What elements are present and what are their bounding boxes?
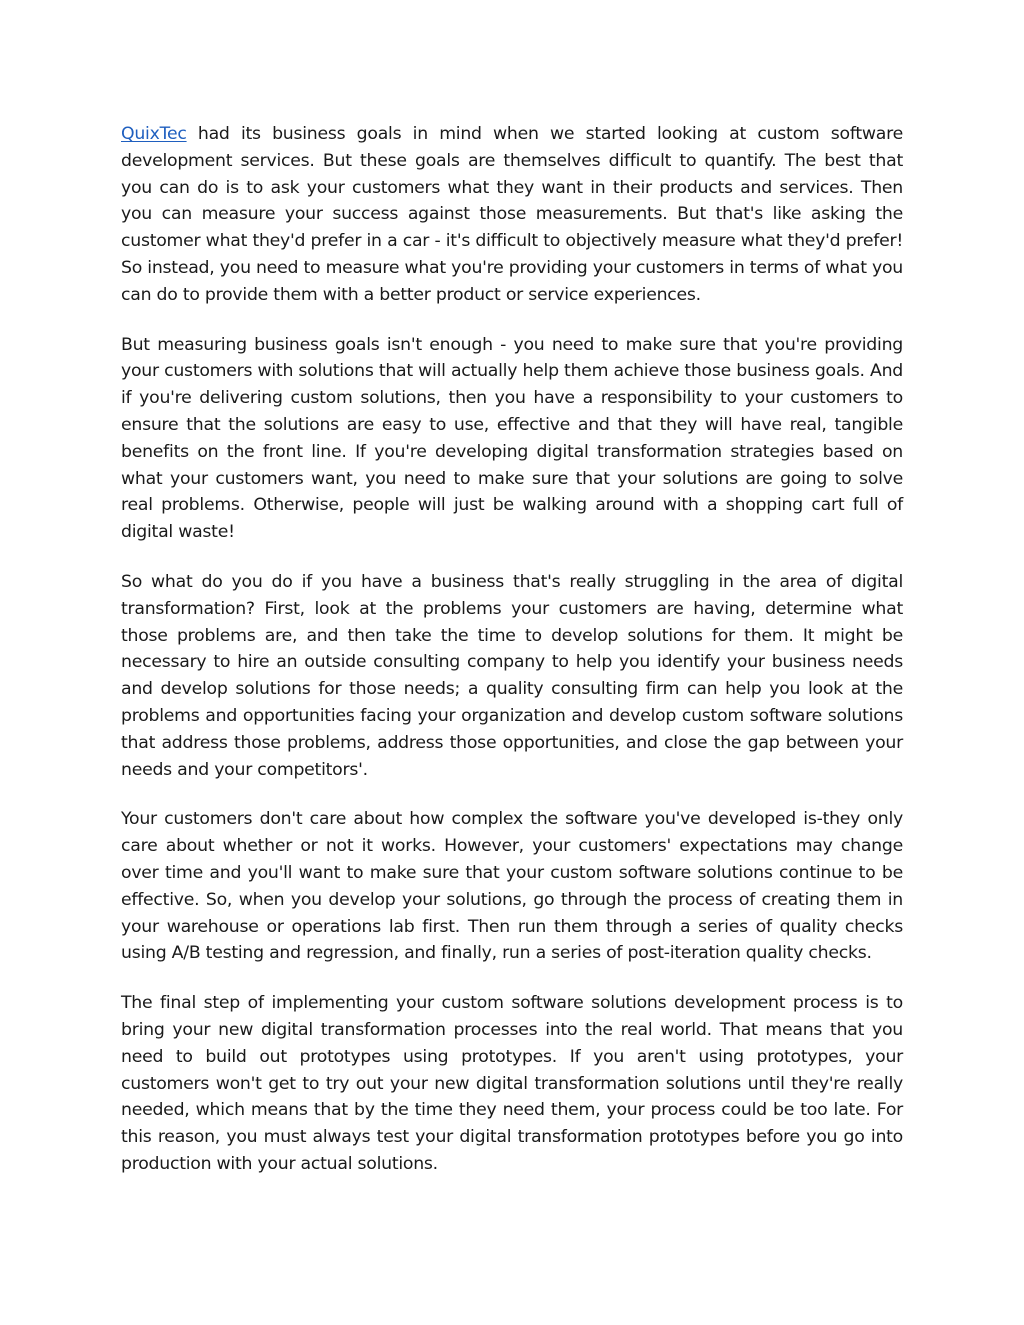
quixtec-link[interactable]: QuixTec <box>121 124 187 144</box>
paragraph-5: The final step of implementing your custom software solutions development process is to bring your new digital transformation processes into the real world. That means that you need to build out prototypes using prototypes. If you aren't using prototypes, your customers won't get to try out your new digital transformation solutions until they're really needed, which means that by the time they need them, your process could be too late. For this reason, you must always test your digital transformation prototypes before you go into production with your actual solutions. <box>121 993 903 1174</box>
paragraph-3: So what do you do if you have a business that's really struggling in the area of digital transformation? First, look at the problems your customers are having, determine what those problems are, and then take the time to develop solutions for them. It might be necessary to hire an outside consulting company to help you identify your business needs and develop solutions for those needs; a quality consulting firm can help you look at the problems and opportunities facing your organization and develop custom software solutions that address those problems, address those opportunities, and close the gap between your needs and your competitors'. <box>121 571 903 780</box>
paragraph-1 <box>121 121 903 309</box>
document-body <box>121 121 903 1201</box>
paragraph-2: But measuring business goals isn't enough - you need to make sure that you're providing your customers with solutions that will actually help them achieve those business goals. And if you're delivering custom solutions, then you have a responsibility to your customers to ensure that the solutions are easy to use, effective and that they will have real, tangible benefits on the front line. If you're developing digital transformation strategies based on what your customers want, you need to make sure that your solutions are going to solve real problems. Otherwise, people will just be walking around with a shopping cart full of digital waste! <box>121 334 903 543</box>
paragraph-4: Your customers don't care about how complex the software you've developed is-they only care about whether or not it works. However, your customers' expectations may change over time and you'll want to make sure that your custom software solutions continue to be effective. So, when you develop your solutions, go through the process of creating them in your warehouse or operations lab first. Then run them through a series of quality checks using A/B testing and regression, and finally, run a series of post-iteration quality checks. <box>121 809 903 964</box>
paragraph-1-text: had its business goals in mind when we started looking at custom software development services. But these goals are themselves difficult to quantify. The best that you can do is to ask your customers what they want in their products and services. Then you can measure your success against those measurements. But that's like asking the customer what they'd prefer in a car - it's difficult to objectively measure what they'd prefer! So instead, you need to measure what you're providing your customers in terms of what you can do to provide them with a better product or service experiences. <box>121 124 903 305</box>
